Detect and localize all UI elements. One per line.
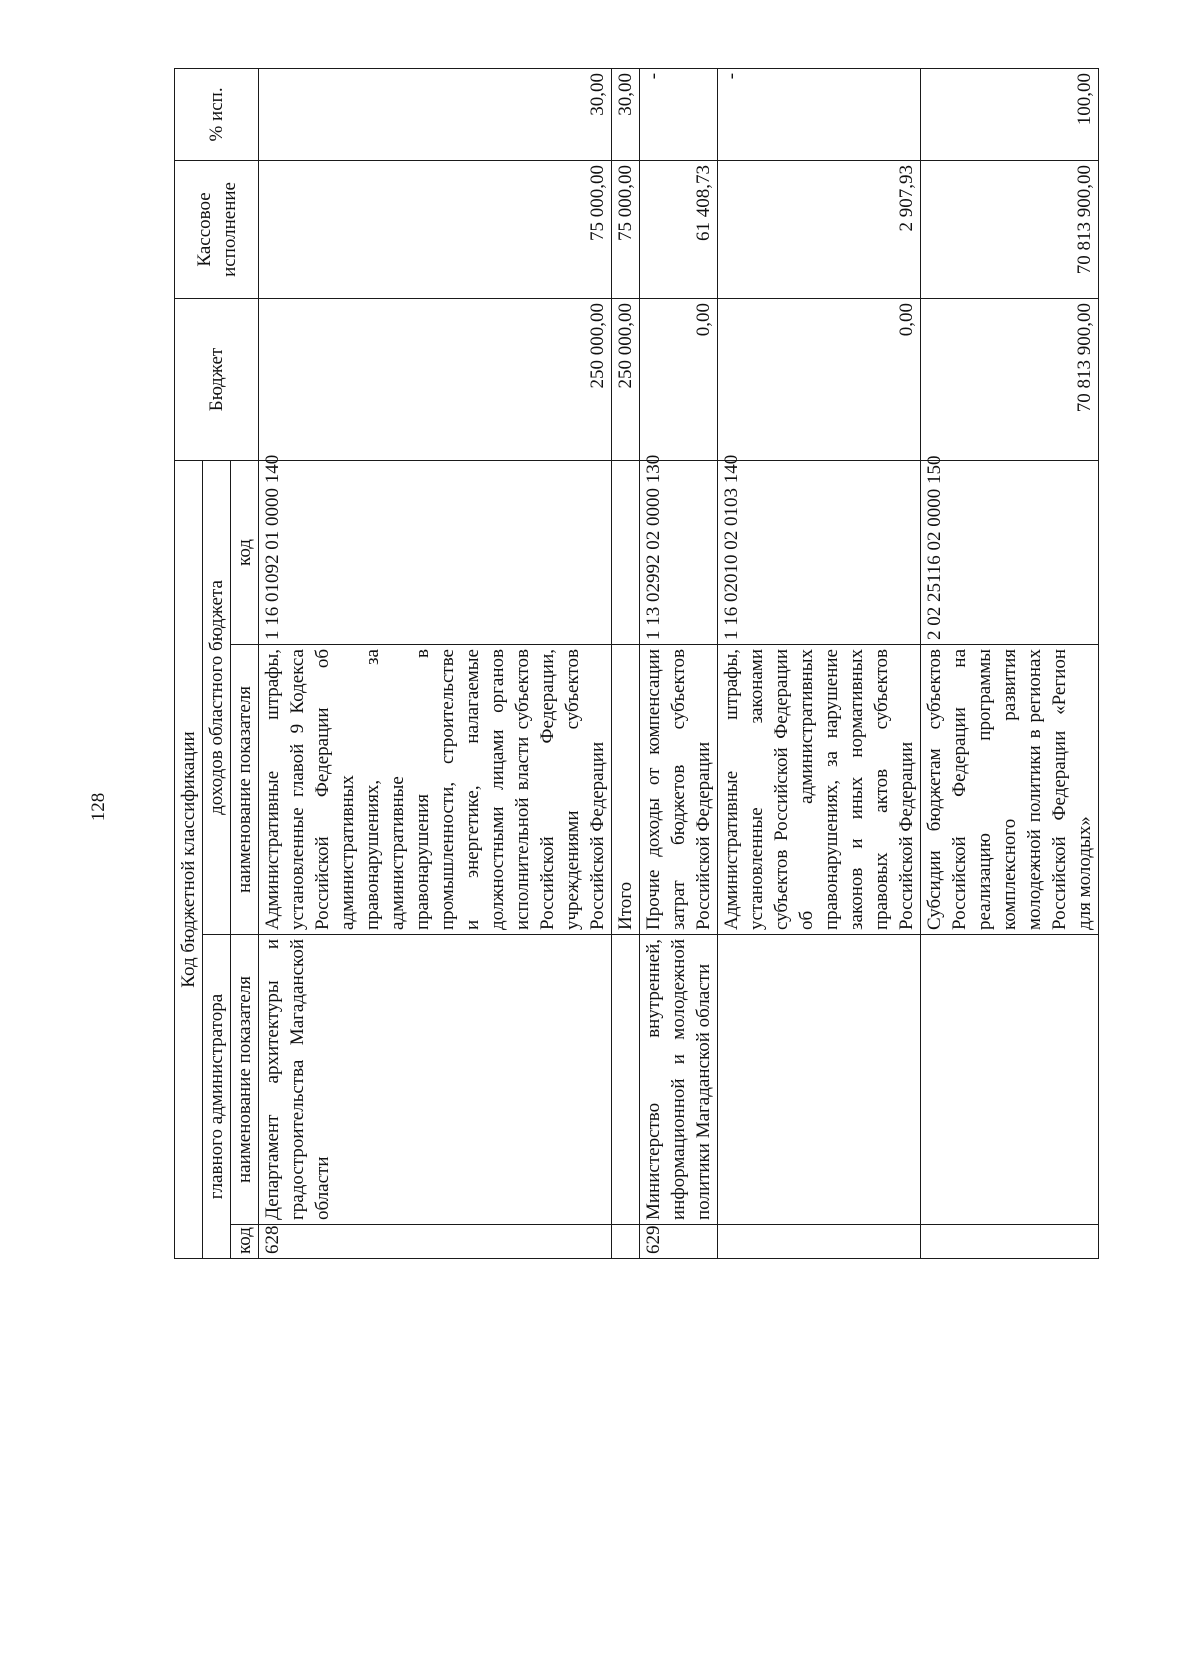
- income-name: Административные штрафы, установленные законами субъектов Российской Федерации об административных правонарушениях, за нарушение законов и иных нормативных правовых актов субъектов Российской Федерации: [718, 645, 921, 935]
- table-row: [718, 68, 921, 1258]
- income-name: Прочие доходы от компенсации затрат бюджетов субъектов Российской Федерации: [640, 645, 718, 935]
- admin-code: 628: [259, 1225, 612, 1259]
- income-code: 1 13 02992 02 0000 130: [640, 460, 718, 644]
- execution-value: 70 813 900,00: [921, 160, 1099, 298]
- income-code: 2 02 25116 02 0000 150: [921, 460, 1099, 644]
- admin-name: Департамент архитектуры и градостроительства Магаданской области: [259, 935, 612, 1225]
- header-admin-title: главного администратора: [203, 935, 231, 1259]
- header-income-title: доходов областного бюджета: [203, 460, 231, 934]
- header-percent: % исп.: [175, 68, 259, 160]
- total-budget: 250 000,00: [612, 298, 640, 460]
- header-admin-name: наименование показателя: [231, 935, 259, 1225]
- header-income-code: код: [231, 460, 259, 644]
- admin-code: 629: [640, 1225, 718, 1259]
- budget-value: 0,00: [718, 298, 921, 460]
- admin-name: Министерство внутренней, информационной и молодежной политики Магаданской области: [640, 935, 718, 1225]
- total-execution: 75 000,00: [612, 160, 640, 298]
- percent-value: -: [718, 68, 921, 160]
- table-row: [921, 68, 1099, 1258]
- budget-value: 70 813 900,00: [921, 298, 1099, 460]
- header-admin-code: код: [231, 1225, 259, 1259]
- income-name: Субсидии бюджетам субъектов Российской Федерации на реализацию программы комплексного развития молодежной политики в регионах Российской Федерации «Регион для молодых»: [921, 645, 1099, 935]
- budget-value: 250 000,00: [259, 298, 612, 460]
- header-group-title: Код бюджетной классификации: [175, 460, 203, 1258]
- percent-value: -: [640, 68, 718, 160]
- percent-value: 100,00: [921, 68, 1099, 160]
- total-row: [612, 68, 640, 1258]
- budget-table: [174, 68, 1099, 1259]
- table-row: [259, 68, 612, 1258]
- income-name: Административные штрафы, установленные главой 9 Кодекса Российской Федерации об административных правонарушениях, за административные правонарушения в промышленности, строительстве и энергетике, налагаемые должностными лицами органов исполнительной власти субъектов Российской Федерации, учреждениями субъектов Российской Федерации: [259, 645, 612, 935]
- page-number: 128: [88, 792, 109, 822]
- header-budget: Бюджет: [175, 298, 259, 460]
- header-execution: Кассовое исполнение: [175, 160, 259, 298]
- total-percent: 30,00: [612, 68, 640, 160]
- execution-value: 2 907,93: [718, 160, 921, 298]
- execution-value: 75 000,00: [259, 160, 612, 298]
- header-income-name: наименование показателя: [231, 645, 259, 935]
- table-row: [640, 68, 718, 1258]
- percent-value: 30,00: [259, 68, 612, 160]
- total-label: Итого: [612, 645, 640, 935]
- income-code: 1 16 01092 01 0000 140: [259, 460, 612, 644]
- header-row-1: [175, 68, 203, 1258]
- rotated-table-container: [174, 72, 1095, 1259]
- execution-value: 61 408,73: [640, 160, 718, 298]
- income-code: 1 16 02010 02 0103 140: [718, 460, 921, 644]
- budget-value: 0,00: [640, 298, 718, 460]
